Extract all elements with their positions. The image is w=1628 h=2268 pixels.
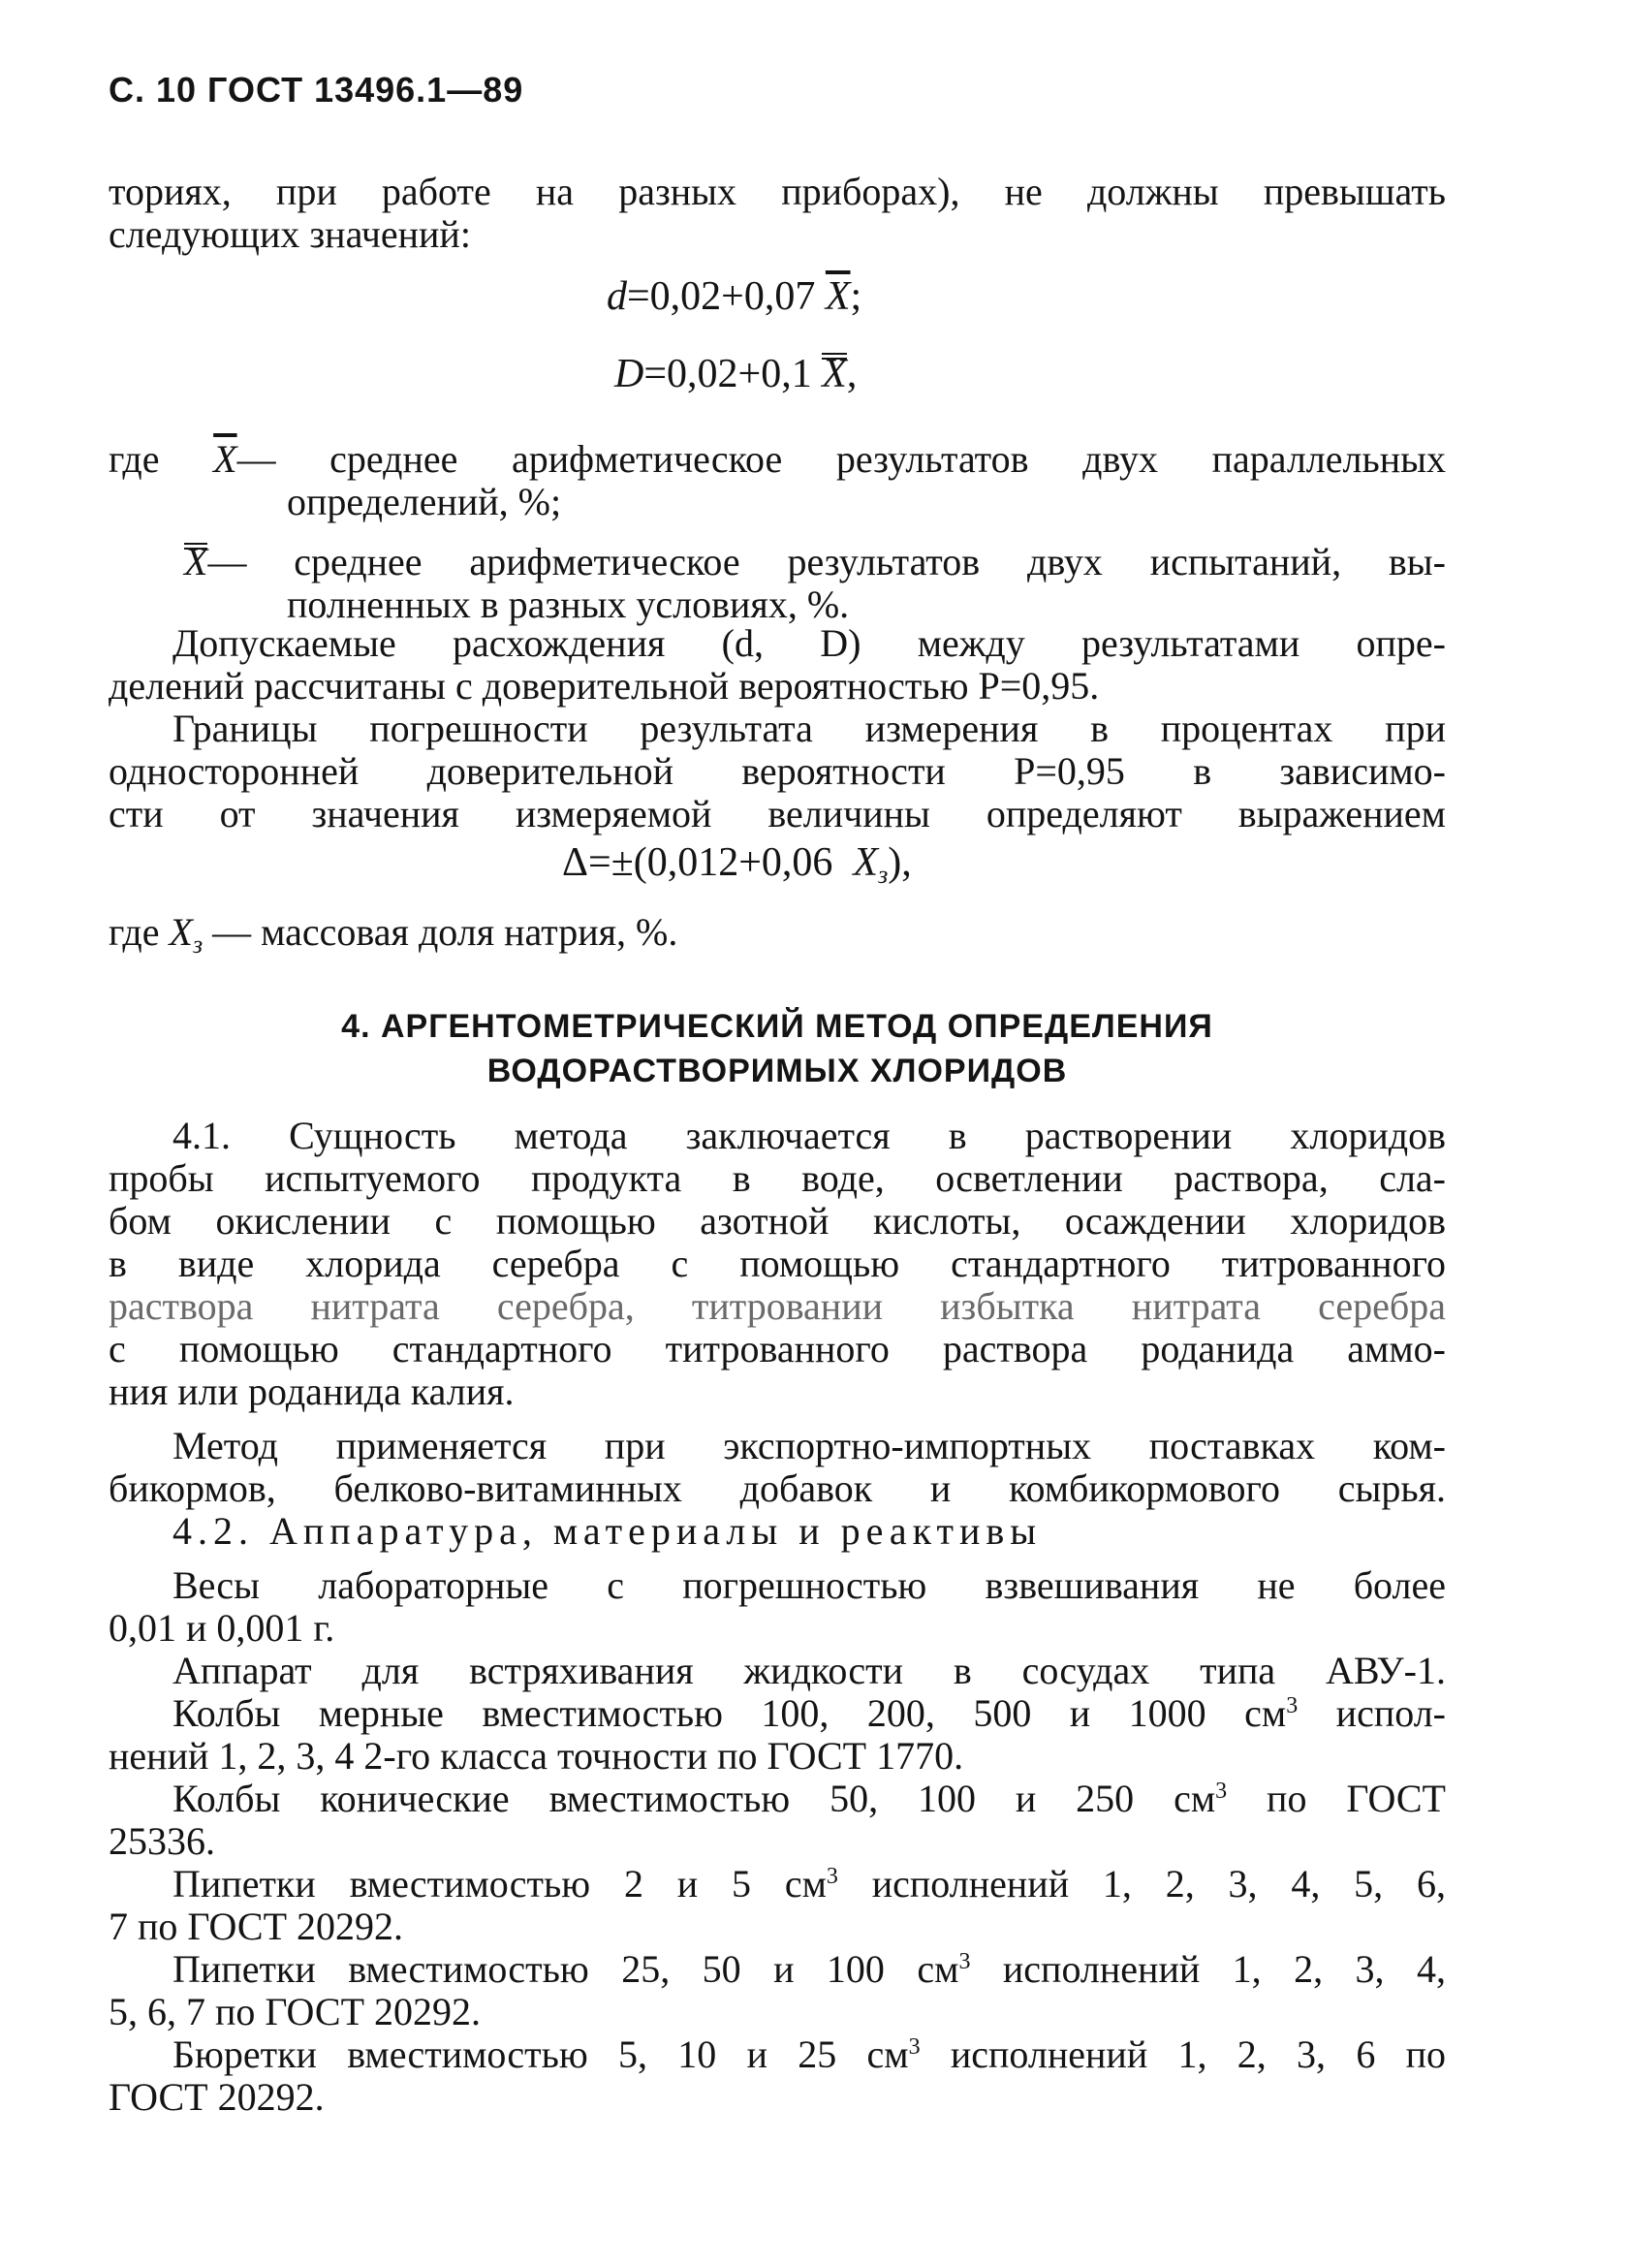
equipment-scales: Весы лабораторные с погрешностью взвешивания не более 0,01 и 0,001 г.: [109, 1563, 1446, 1650]
section-4-heading: 4. АРГЕНТОМЕТРИЧЕСКИЙ МЕТОД ОПРЕДЕЛЕНИЯ ВОДОРАСТВОРИМЫХ ХЛОРИДОВ: [341, 1008, 1213, 1089]
bounds-line-1: Границы погрешности результата измерения в процентах при: [172, 707, 1446, 750]
equipment-pipettes-large: Пипетки вместимостью 25, 50 и 100 $см^3$ исполнений 1, 2, 3, 4, 5, 6, 7 по ГОСТ 20292.: [109, 1947, 1446, 2033]
page-header: С. 10 ГОСТ 13496.1—89: [109, 70, 524, 110]
where-line-2: определений, %;: [287, 480, 562, 523]
bounds-paragraph: [109, 708, 1446, 835]
tolerance-line-2: делений рассчитаны с доверительной вероятностью P=0,95.: [109, 664, 1100, 708]
intro-paragraph: [109, 171, 1446, 256]
where-line-1: где $\overline{X}—$ среднее арифметическое результатов двух параллельных: [109, 437, 1446, 481]
equipment-pipettes-small: Пипетки вместимостью 2 и 5 $см^3$ исполнений 1, 2, 3, 4, 5, 6, 7 по ГОСТ 20292.: [109, 1862, 1446, 1948]
equipment-burettes: Бюретки вместимостью 5, 10 и 25 $см^3$ исполнений 1, 2, 3, 6 по ГОСТ 20292.: [109, 2032, 1446, 2119]
intro-line-1: ториях, при работе на разных приборах), не должны превышать: [109, 170, 1446, 213]
where-sodium: где $X_з$ — массовая доля натрия, %.: [109, 910, 678, 959]
formula-d: d=0,02+0,07 $\overline{X}$;: [607, 274, 862, 319]
formula-D: D=0,02+0,1 X,: [614, 352, 858, 396]
formula-delta: Δ=±(0,012+0,06 $X_з$),: [562, 840, 912, 889]
paragraph-4-2-title: 4.2. Аппаратура, материалы и реактивы: [172, 1509, 1043, 1553]
equipment-volumetric-flasks: Колбы мерные вместимостью 100, 200, 500 и 1000 $см^3$ испол- нений 1, 2, 3, 4 2-го класса точности по ГОСТ 1770.: [109, 1691, 1447, 1778]
where-line-3: X— среднее арифметическое результатов двух испытаний, вы-: [184, 540, 1446, 583]
bounds-line-2: односторонней доверительной вероятности P=0,95 в зависимо-: [109, 749, 1446, 793]
where-line-4: полненных в разных условиях, %.: [287, 583, 850, 626]
paragraph-method-scope: Метод применяется при экспортно-импортных поставках ком- бикормов, белково-витаминных добавок и комбикормового сырья.: [109, 1424, 1446, 1510]
paragraph-4-1: 4.1. Сущность метода заключается в растворении хлоридов пробы испытуемого продукта в воде, осветлении раствора, сла- бом окислении с помощью азотной кислоты, осаждении хлоридов в виде хлорида серебра с помощью стандартного титрованного раствора нитрата серебра, титровании избытка нитрата серебра с помощью стандартного титрованного раствора роданида аммо- ния или роданида калия.: [109, 1114, 1446, 1413]
tolerance-paragraph: [109, 622, 1446, 708]
tolerance-line-1: Допускаемые расхождения (d, D) между результатами опре-: [172, 621, 1446, 665]
equipment-shaker: Аппарат для встряхивания жидкости в сосудах типа АВУ-1.: [172, 1649, 1446, 1692]
bounds-line-3: сти от значения измеряемой величины определяют выражением: [109, 792, 1446, 835]
where-definitions: [109, 438, 1446, 626]
equipment-conical-flasks: Колбы конические вместимостью 50, 100 и 250 $см^3$ по ГОСТ 25336.: [109, 1777, 1446, 1863]
intro-line-2: следующих значений:: [109, 212, 471, 256]
